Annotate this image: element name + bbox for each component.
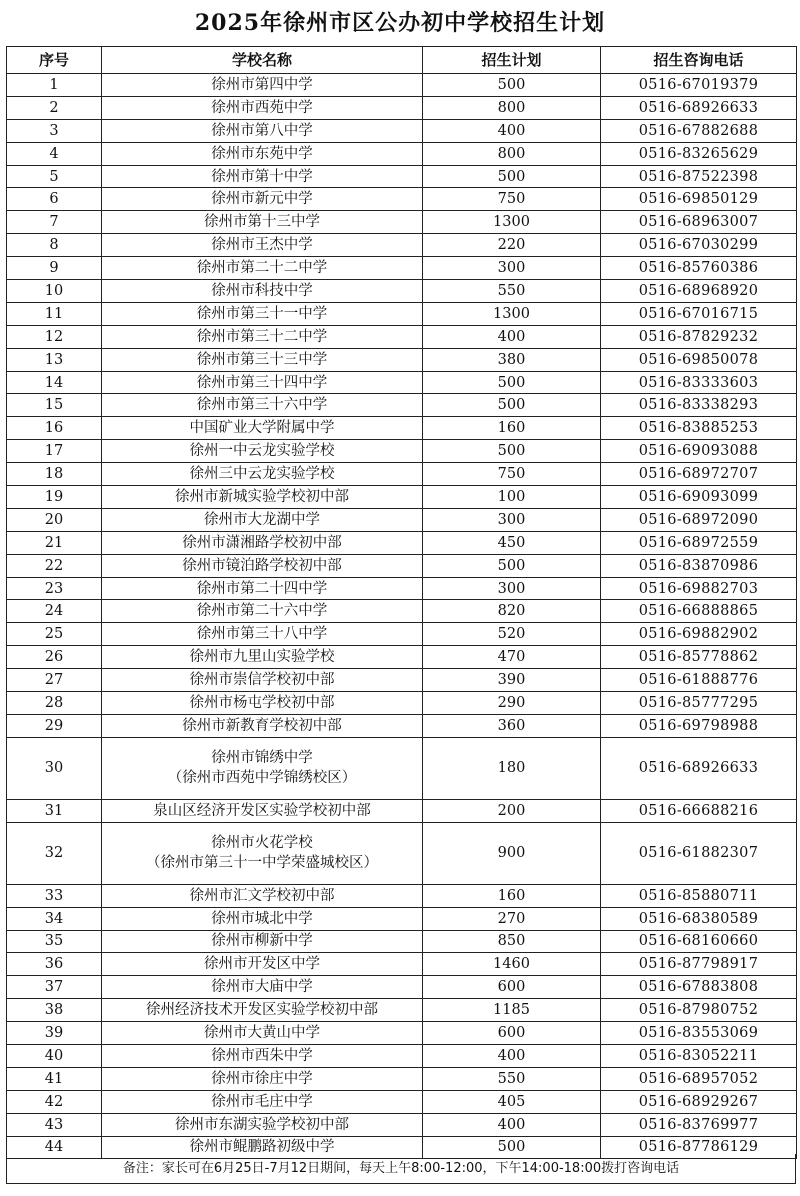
table-row bbox=[7, 142, 797, 165]
enrollment-quota: 820 bbox=[423, 600, 601, 623]
school-name bbox=[102, 234, 423, 257]
row-number: 41 bbox=[7, 1067, 102, 1090]
enrollment-quota: 380 bbox=[423, 348, 601, 371]
school-name bbox=[102, 577, 423, 600]
row-number: 19 bbox=[7, 486, 102, 509]
row-number: 34 bbox=[7, 907, 102, 930]
school-name-line: 徐州市镜泊路学校初中部 bbox=[182, 557, 342, 574]
table-row bbox=[7, 953, 797, 976]
enrollment-quota: 900 bbox=[423, 822, 601, 884]
school-name-line: 徐州市第八中学 bbox=[211, 122, 313, 139]
row-number: 31 bbox=[7, 799, 102, 822]
table-body bbox=[7, 74, 797, 1159]
enrollment-quota: 500 bbox=[423, 74, 601, 97]
school-name-line: 徐州市柳新中学 bbox=[211, 933, 313, 950]
consult-phone: 0516-69882703 bbox=[601, 577, 797, 600]
table-row bbox=[7, 234, 797, 257]
school-name-line: 徐州市新元中学 bbox=[211, 191, 313, 208]
enrollment-quota: 390 bbox=[423, 669, 601, 692]
consult-phone: 0516-67883808 bbox=[601, 976, 797, 999]
table-row bbox=[7, 257, 797, 280]
enrollment-quota: 800 bbox=[423, 96, 601, 119]
enrollment-quota: 400 bbox=[423, 325, 601, 348]
row-number: 17 bbox=[7, 440, 102, 463]
table-row bbox=[7, 623, 797, 646]
row-number: 5 bbox=[7, 165, 102, 188]
enrollment-quota: 1460 bbox=[423, 953, 601, 976]
enrollment-quota: 600 bbox=[423, 1022, 601, 1045]
school-name bbox=[102, 188, 423, 211]
header-plan: 招生计划 bbox=[423, 47, 601, 74]
enrollment-quota: 220 bbox=[423, 234, 601, 257]
school-name bbox=[102, 799, 423, 822]
consult-phone: 0516-69093099 bbox=[601, 486, 797, 509]
school-name-line: 泉山区经济开发区实验学校初中部 bbox=[153, 802, 371, 819]
school-name bbox=[102, 119, 423, 142]
row-number: 6 bbox=[7, 188, 102, 211]
table-row bbox=[7, 554, 797, 577]
enrollment-quota: 1185 bbox=[423, 999, 601, 1022]
consult-phone: 0516-68972090 bbox=[601, 508, 797, 531]
school-name bbox=[102, 348, 423, 371]
table-row bbox=[7, 1090, 797, 1113]
row-number: 42 bbox=[7, 1090, 102, 1113]
row-number: 7 bbox=[7, 211, 102, 234]
table-row bbox=[7, 119, 797, 142]
enrollment-quota: 400 bbox=[423, 1113, 601, 1136]
school-name-line: 徐州市东湖实验学校初中部 bbox=[175, 1116, 349, 1133]
school-name-line: 徐州市毛庄中学 bbox=[211, 1093, 313, 1110]
row-number: 24 bbox=[7, 600, 102, 623]
consult-phone: 0516-67016715 bbox=[601, 302, 797, 325]
table-row bbox=[7, 325, 797, 348]
school-name bbox=[102, 165, 423, 188]
school-name bbox=[102, 486, 423, 509]
table-row bbox=[7, 669, 797, 692]
school-name-line: 徐州市汇文学校初中部 bbox=[189, 887, 335, 904]
consult-phone: 0516-68972707 bbox=[601, 463, 797, 486]
school-name bbox=[102, 508, 423, 531]
school-name-line: 徐州市第三十六中学 bbox=[196, 397, 328, 414]
consult-phone: 0516-66888865 bbox=[601, 600, 797, 623]
consult-phone: 0516-85760386 bbox=[601, 257, 797, 280]
consult-phone: 0516-83870986 bbox=[601, 554, 797, 577]
table-row bbox=[7, 165, 797, 188]
enrollment-quota: 1300 bbox=[423, 302, 601, 325]
table-row bbox=[7, 302, 797, 325]
table-row bbox=[7, 417, 797, 440]
enrollment-quota: 180 bbox=[423, 737, 601, 799]
consult-phone: 0516-67019379 bbox=[601, 74, 797, 97]
school-name bbox=[102, 325, 423, 348]
consult-phone: 0516-61888776 bbox=[601, 669, 797, 692]
enrollment-quota: 160 bbox=[423, 884, 601, 907]
school-name-line: 徐州市西苑中学 bbox=[211, 99, 313, 116]
consult-phone: 0516-87829232 bbox=[601, 325, 797, 348]
school-name bbox=[102, 302, 423, 325]
table-row bbox=[7, 930, 797, 953]
consult-phone: 0516-83052211 bbox=[601, 1044, 797, 1067]
enrollment-quota: 290 bbox=[423, 692, 601, 715]
row-number: 12 bbox=[7, 325, 102, 348]
consult-phone: 0516-68972559 bbox=[601, 531, 797, 554]
header-no: 序号 bbox=[7, 47, 102, 74]
table-row bbox=[7, 348, 797, 371]
row-number: 44 bbox=[7, 1136, 102, 1159]
school-name-line: 徐州市第三十二中学 bbox=[196, 328, 328, 345]
table-row bbox=[7, 577, 797, 600]
row-number: 30 bbox=[7, 737, 102, 799]
table-row bbox=[7, 508, 797, 531]
table-row bbox=[7, 1044, 797, 1067]
school-name bbox=[102, 1044, 423, 1067]
row-number: 33 bbox=[7, 884, 102, 907]
document-title: 2025年徐州市区公办初中学校招生计划 bbox=[194, 10, 606, 36]
enrollment-quota: 470 bbox=[423, 646, 601, 669]
school-name bbox=[102, 669, 423, 692]
school-name-line: 徐州一中云龙实验学校 bbox=[189, 443, 335, 460]
row-number: 43 bbox=[7, 1113, 102, 1136]
consult-phone: 0516-83333603 bbox=[601, 371, 797, 394]
school-name bbox=[102, 953, 423, 976]
school-name-line: 徐州市鲲鹏路初级中学 bbox=[189, 1139, 335, 1156]
school-name-line: 徐州市东苑中学 bbox=[211, 145, 313, 162]
row-number: 8 bbox=[7, 234, 102, 257]
consult-phone: 0516-68929267 bbox=[601, 1090, 797, 1113]
school-name bbox=[102, 737, 423, 799]
consult-phone: 0516-69798988 bbox=[601, 714, 797, 737]
table-row bbox=[7, 531, 797, 554]
school-name-line: 徐州市徐庄中学 bbox=[211, 1070, 313, 1087]
school-name-line: （徐州市第三十一中学荣盛城校区） bbox=[146, 855, 378, 872]
school-name bbox=[102, 930, 423, 953]
school-name-line: 徐州市第三十八中学 bbox=[196, 626, 328, 643]
school-name bbox=[102, 714, 423, 737]
enrollment-quota: 850 bbox=[423, 930, 601, 953]
school-name-line: 徐州市第二十六中学 bbox=[196, 603, 328, 620]
school-name-line: 徐州市西朱中学 bbox=[211, 1047, 313, 1064]
table-row bbox=[7, 907, 797, 930]
school-name-line: 徐州市九里山实验学校 bbox=[189, 649, 335, 666]
consult-phone: 0516-67882688 bbox=[601, 119, 797, 142]
row-number: 28 bbox=[7, 692, 102, 715]
table-row bbox=[7, 646, 797, 669]
enrollment-quota: 500 bbox=[423, 440, 601, 463]
table-row bbox=[7, 440, 797, 463]
consult-phone: 0516-83265629 bbox=[601, 142, 797, 165]
enrollment-quota: 400 bbox=[423, 1044, 601, 1067]
row-number: 13 bbox=[7, 348, 102, 371]
school-name bbox=[102, 1113, 423, 1136]
header-phone: 招生咨询电话 bbox=[601, 47, 797, 74]
row-number: 25 bbox=[7, 623, 102, 646]
school-name-line: 徐州三中云龙实验学校 bbox=[189, 466, 335, 483]
row-number: 11 bbox=[7, 302, 102, 325]
school-name-line: 徐州市新教育学校初中部 bbox=[182, 717, 342, 734]
school-name-line: 徐州市科技中学 bbox=[211, 282, 313, 299]
enrollment-quota: 750 bbox=[423, 463, 601, 486]
consult-phone: 0516-85880711 bbox=[601, 884, 797, 907]
school-name-line: 徐州市杨屯学校初中部 bbox=[189, 694, 335, 711]
consult-phone: 0516-85778862 bbox=[601, 646, 797, 669]
enrollment-quota: 405 bbox=[423, 1090, 601, 1113]
school-name bbox=[102, 440, 423, 463]
table-row bbox=[7, 463, 797, 486]
table-row bbox=[7, 737, 797, 799]
enrollment-quota: 300 bbox=[423, 508, 601, 531]
table-header-row bbox=[7, 47, 797, 74]
enrollment-quota: 800 bbox=[423, 142, 601, 165]
school-name bbox=[102, 692, 423, 715]
enrollment-quota: 300 bbox=[423, 577, 601, 600]
school-name-line: 徐州市第四中学 bbox=[211, 76, 313, 93]
enrollment-quota: 1300 bbox=[423, 211, 601, 234]
row-number: 40 bbox=[7, 1044, 102, 1067]
consult-phone: 0516-68380589 bbox=[601, 907, 797, 930]
table-row bbox=[7, 74, 797, 97]
enrollment-quota: 750 bbox=[423, 188, 601, 211]
enrollment-quota: 500 bbox=[423, 165, 601, 188]
school-name-line: 徐州市王杰中学 bbox=[211, 237, 313, 254]
table-row bbox=[7, 371, 797, 394]
row-number: 22 bbox=[7, 554, 102, 577]
consult-phone: 0516-83769977 bbox=[601, 1113, 797, 1136]
school-name bbox=[102, 417, 423, 440]
school-name bbox=[102, 554, 423, 577]
enrollment-plan-table bbox=[6, 46, 797, 1159]
table-row bbox=[7, 799, 797, 822]
row-number: 2 bbox=[7, 96, 102, 119]
row-number: 16 bbox=[7, 417, 102, 440]
table-row bbox=[7, 976, 797, 999]
school-name bbox=[102, 646, 423, 669]
school-name-line: 中国矿业大学附属中学 bbox=[189, 420, 335, 437]
school-name-line: 徐州市大黄山中学 bbox=[204, 1025, 320, 1041]
consult-phone: 0516-68926633 bbox=[601, 737, 797, 799]
school-name bbox=[102, 371, 423, 394]
consult-phone: 0516-69850129 bbox=[601, 188, 797, 211]
school-name bbox=[102, 822, 423, 884]
table-row bbox=[7, 211, 797, 234]
table-row bbox=[7, 1113, 797, 1136]
consult-phone: 0516-66688216 bbox=[601, 799, 797, 822]
enrollment-quota: 550 bbox=[423, 1067, 601, 1090]
school-name bbox=[102, 976, 423, 999]
table-row bbox=[7, 188, 797, 211]
school-name-line: 徐州市第十中学 bbox=[211, 168, 313, 185]
consult-phone: 0516-69093088 bbox=[601, 440, 797, 463]
school-name-line: 徐州市火花学校 bbox=[211, 835, 313, 852]
school-name bbox=[102, 142, 423, 165]
school-name-line: 徐州市锦绣中学 bbox=[211, 750, 313, 767]
consult-phone: 0516-68926633 bbox=[601, 96, 797, 119]
table-row bbox=[7, 714, 797, 737]
enrollment-quota: 360 bbox=[423, 714, 601, 737]
school-name-line: 徐州市大庙中学 bbox=[211, 979, 313, 996]
row-number: 21 bbox=[7, 531, 102, 554]
school-name-line: 徐州市第十三中学 bbox=[204, 214, 320, 231]
school-name bbox=[102, 600, 423, 623]
consult-phone: 0516-67030299 bbox=[601, 234, 797, 257]
consult-phone: 0516-87798917 bbox=[601, 953, 797, 976]
school-name-line: 徐州市潇湘路学校初中部 bbox=[182, 534, 342, 551]
school-name-line: 徐州市大龙湖中学 bbox=[204, 511, 320, 528]
school-name-line: 徐州市城北中学 bbox=[211, 910, 313, 927]
table-row bbox=[7, 884, 797, 907]
school-name bbox=[102, 1067, 423, 1090]
consult-phone: 0516-69882902 bbox=[601, 623, 797, 646]
consult-phone: 0516-87980752 bbox=[601, 999, 797, 1022]
consult-phone: 0516-83885253 bbox=[601, 417, 797, 440]
school-name bbox=[102, 623, 423, 646]
school-name bbox=[102, 211, 423, 234]
table-row bbox=[7, 96, 797, 119]
enrollment-quota: 550 bbox=[423, 280, 601, 303]
consult-phone: 0516-68968920 bbox=[601, 280, 797, 303]
school-name bbox=[102, 96, 423, 119]
table-row bbox=[7, 692, 797, 715]
school-name-line: 徐州市崇信学校初中部 bbox=[189, 672, 335, 689]
school-name-line: 徐州市第三十一中学 bbox=[196, 305, 328, 322]
header-school: 学校名称 bbox=[102, 47, 423, 74]
footnote: 备注：家长可在6月25日-7月12日期间，每天上午8:00-12:00，下午14:00-18:00拨打咨询电话 bbox=[6, 1154, 796, 1184]
school-name bbox=[102, 999, 423, 1022]
consult-phone: 0516-69850078 bbox=[601, 348, 797, 371]
row-number: 15 bbox=[7, 394, 102, 417]
enrollment-quota: 500 bbox=[423, 394, 601, 417]
row-number: 9 bbox=[7, 257, 102, 280]
consult-phone: 0516-68160660 bbox=[601, 930, 797, 953]
enrollment-quota: 600 bbox=[423, 976, 601, 999]
school-name-line: 徐州市第二十二中学 bbox=[196, 260, 328, 277]
table-row bbox=[7, 1067, 797, 1090]
row-number: 14 bbox=[7, 371, 102, 394]
row-number: 3 bbox=[7, 119, 102, 142]
consult-phone: 0516-87522398 bbox=[601, 165, 797, 188]
school-name bbox=[102, 1090, 423, 1113]
school-name-line: 徐州市新城实验学校初中部 bbox=[175, 488, 349, 505]
school-name bbox=[102, 907, 423, 930]
school-name-line: 徐州市第二十四中学 bbox=[196, 580, 328, 597]
row-number: 4 bbox=[7, 142, 102, 165]
school-name bbox=[102, 74, 423, 97]
enrollment-quota: 300 bbox=[423, 257, 601, 280]
row-number: 38 bbox=[7, 999, 102, 1022]
row-number: 27 bbox=[7, 669, 102, 692]
school-name bbox=[102, 394, 423, 417]
row-number: 20 bbox=[7, 508, 102, 531]
table-row bbox=[7, 394, 797, 417]
school-name-line: 徐州市第三十四中学 bbox=[196, 374, 328, 391]
enrollment-quota: 400 bbox=[423, 119, 601, 142]
table-row bbox=[7, 822, 797, 884]
school-name bbox=[102, 531, 423, 554]
consult-phone: 0516-68963007 bbox=[601, 211, 797, 234]
consult-phone: 0516-83553069 bbox=[601, 1022, 797, 1045]
enrollment-quota: 520 bbox=[423, 623, 601, 646]
row-number: 23 bbox=[7, 577, 102, 600]
enrollment-quota: 500 bbox=[423, 1136, 601, 1159]
row-number: 10 bbox=[7, 280, 102, 303]
school-name bbox=[102, 280, 423, 303]
enrollment-quota: 100 bbox=[423, 486, 601, 509]
consult-phone: 0516-83338293 bbox=[601, 394, 797, 417]
row-number: 32 bbox=[7, 822, 102, 884]
row-number: 35 bbox=[7, 930, 102, 953]
school-name-line: （徐州市西苑中学锦绣校区） bbox=[167, 770, 357, 787]
enrollment-quota: 500 bbox=[423, 554, 601, 577]
enrollment-quota: 500 bbox=[423, 371, 601, 394]
consult-phone: 0516-61882307 bbox=[601, 822, 797, 884]
school-name bbox=[102, 257, 423, 280]
consult-phone: 0516-85777295 bbox=[601, 692, 797, 715]
consult-phone: 0516-68957052 bbox=[601, 1067, 797, 1090]
table-row bbox=[7, 999, 797, 1022]
school-name-line: 徐州市开发区中学 bbox=[204, 956, 320, 973]
row-number: 36 bbox=[7, 953, 102, 976]
enrollment-quota: 160 bbox=[423, 417, 601, 440]
table-row bbox=[7, 280, 797, 303]
table-row bbox=[7, 486, 797, 509]
row-number: 18 bbox=[7, 463, 102, 486]
enrollment-quota: 200 bbox=[423, 799, 601, 822]
school-name bbox=[102, 463, 423, 486]
enrollment-quota: 270 bbox=[423, 907, 601, 930]
row-number: 26 bbox=[7, 646, 102, 669]
row-number: 39 bbox=[7, 1022, 102, 1045]
school-name bbox=[102, 884, 423, 907]
school-name-line: 徐州经济技术开发区实验学校初中部 bbox=[146, 1002, 378, 1019]
table-row bbox=[7, 600, 797, 623]
enrollment-quota: 450 bbox=[423, 531, 601, 554]
row-number: 29 bbox=[7, 714, 102, 737]
row-number: 1 bbox=[7, 74, 102, 97]
school-name bbox=[102, 1022, 423, 1045]
school-name-line: 徐州市第三十三中学 bbox=[196, 351, 328, 368]
row-number: 37 bbox=[7, 976, 102, 999]
table-row bbox=[7, 1022, 797, 1045]
consult-phone: 0516-87786129 bbox=[601, 1136, 797, 1159]
